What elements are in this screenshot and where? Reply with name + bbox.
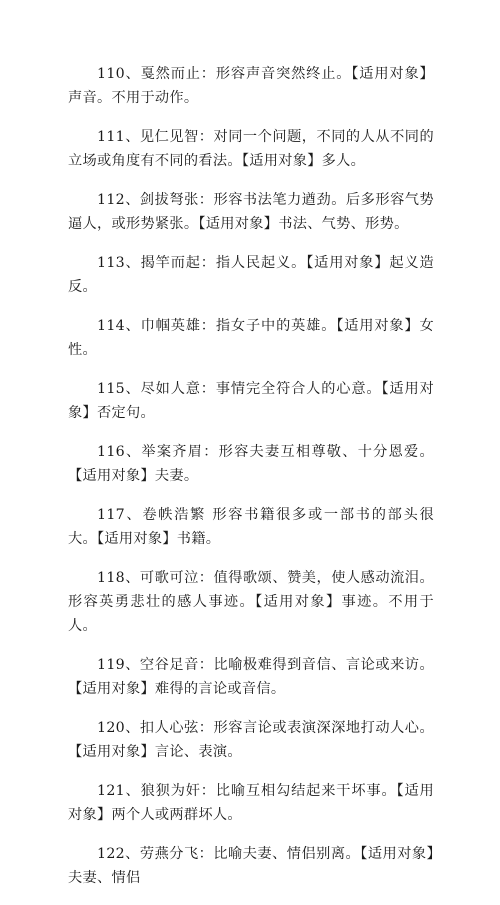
idiom-entry-112: 112、剑拔弩张：形容书法笔力遒劲。后多形容气势逼人，或形势紧张。【适用对象】书法、气势、形势。 — [68, 192, 434, 232]
idiom-entry-121: 121、狼狈为奸：比喻互相勾结起来干坏事。【适用对象】两个人或两群坏人。 — [68, 783, 434, 823]
idiom-entry-113: 113、揭竿而起：指人民起义。【适用对象】起义造反。 — [68, 255, 434, 295]
idiom-entry-122: 122、劳燕分飞：比喻夫妻、情侣别离。【适用对象】夫妻、情侣 — [68, 846, 434, 886]
idiom-entry-114: 114、巾帼英雄：指女子中的英雄。【适用对象】女性。 — [68, 318, 434, 358]
idiom-entry-117: 117、卷帙浩繁 形容书籍很多或一部书的部头很大。【适用对象】书籍。 — [68, 507, 434, 547]
idiom-entry-118: 118、可歌可泣：值得歌颂、赞美，使人感动流泪。形容英勇悲壮的感人事迹。【适用对象】事迹。不用于人。 — [68, 570, 434, 634]
idiom-entry-116: 116、举案齐眉：形容夫妻互相尊敬、十分恩爱。【适用对象】夫妻。 — [68, 444, 434, 484]
idiom-entry-119: 119、空谷足音：比喻极难得到音信、言论或来访。【适用对象】难得的言论或音信。 — [68, 657, 434, 697]
idiom-entry-111: 111、见仁见智：对同一个问题，不同的人从不同的立场或角度有不同的看法。【适用对象】多人。 — [68, 129, 434, 169]
idiom-entry-115: 115、尽如人意：事情完全符合人的心意。【适用对象】否定句。 — [68, 381, 434, 421]
idiom-entry-120: 120、扣人心弦：形容言论或表演深深地打动人心。【适用对象】言论、表演。 — [68, 720, 434, 760]
idiom-list — [68, 62, 434, 905]
idiom-entry-110: 110、戛然而止：形容声音突然终止。【适用对象】声音。不用于动作。 — [68, 66, 434, 106]
